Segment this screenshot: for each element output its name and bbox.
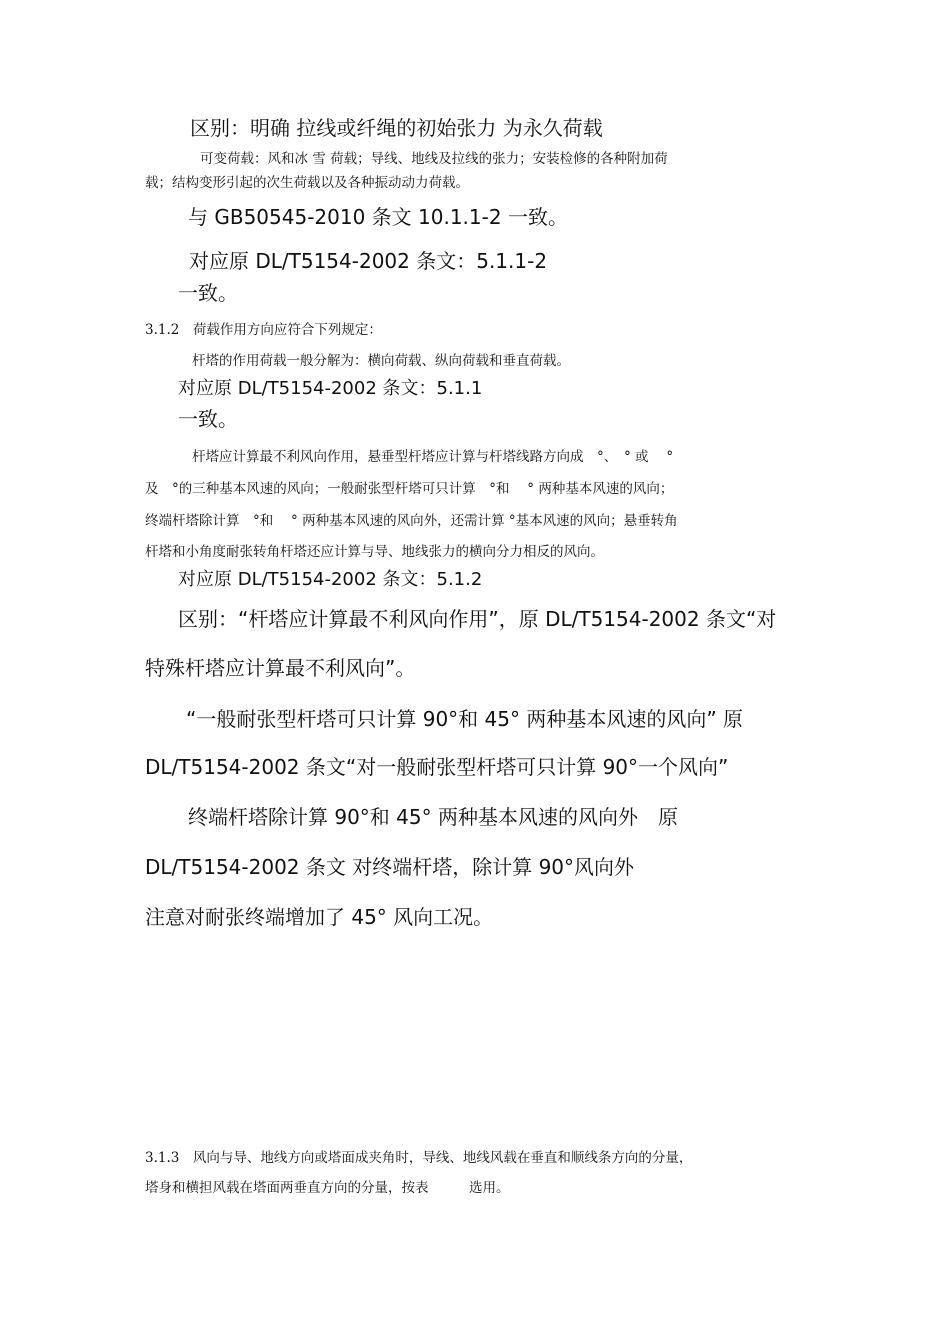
wind-direction-text-3: 终端杆塔除计算 °和 ° 两种基本风速的风向外，还需计算 °基本风速的风向；悬垂转角 [145, 513, 678, 529]
terminal-tower-comparison-cont: DL/T5154-2002 条文 对终端杆塔，除计算 90°风向外 [145, 855, 635, 879]
dl-corresponding-clause-1: 对应原 DL/T5154-2002 条文：5.1.1-2 [189, 249, 548, 273]
note-45-degree-case: 注意对耐张终端增加了 45° 风向工况。 [145, 905, 494, 929]
dl-corresponding-clause-2: 对应原 DL/T5154-2002 条文：5.1.1 [178, 378, 483, 399]
wind-direction-text-4: 杆塔和小角度耐张转角杆塔还应计算与导、地线张力的横向分力相反的风向。 [145, 544, 604, 560]
wind-direction-text-2: 及 °的三种基本风速的风向；一般耐张型杆塔可只计算 °和 ° 两种基本风速的风向； [145, 481, 674, 497]
distinction-permanent-load: 区别：明确 拉线或纤绳的初始张力 为永久荷载 [190, 116, 603, 140]
distinction-worst-wind-cont: 特殊杆塔应计算最不利风向”。 [145, 656, 416, 680]
section-3-1-3-text-cont: 塔身和横担风载在塔面两垂直方向的分量，按表 选用。 [145, 1180, 510, 1196]
wind-direction-text: 杆塔应计算最不利风向作用，悬垂型杆塔应计算与杆塔线路方向成 °、 ° 或 ° [192, 449, 674, 465]
variable-load-text: 可变荷载：风和冰 雪 荷载；导线、地线及拉线的张力；安装检修的各种附加荷 [200, 151, 668, 167]
section-3-1-3-text: 3.1.3 风向与导、地线方向或塔面成夹角时，导线、地线风载在垂直和顺线条方向的分量， [145, 1150, 693, 1166]
variable-load-text-cont: 载；结构变形引起的次生荷载以及各种振动动力荷载。 [145, 175, 469, 191]
load-decomposition-item [178, 355, 570, 369]
terminal-tower-comparison: 终端杆塔除计算 90°和 45° 两种基本风速的风向外 原 [188, 805, 678, 829]
consistent-note-1: 一致。 [178, 281, 238, 305]
wind-direction-item [178, 451, 673, 465]
section-3-1-2-heading: 3.1.2 荷载作用方向应符合下列规定： [145, 322, 382, 338]
tension-tower-comparison-cont: DL/T5154-2002 条文“对一般耐张型杆塔可只计算 90°一个风向” [145, 755, 729, 779]
consistent-note-2: 一致。 [178, 407, 238, 431]
load-decomposition-text: 杆塔的作用荷载一般分解为：横向荷载、纵向荷载和垂直荷载。 [192, 353, 570, 369]
dl-corresponding-clause-3: 对应原 DL/T5154-2002 条文：5.1.2 [178, 569, 483, 590]
tension-tower-comparison: “一般耐张型杆塔可只计算 90°和 45° 两种基本风速的风向” 原 [186, 707, 744, 731]
distinction-worst-wind: 区别：“杆塔应计算最不利风向作用”，原 DL/T5154-2002 条文“对 [178, 607, 777, 631]
gb-consistency-note: 与 GB50545-2010 条文 10.1.1-2 一致。 [188, 205, 568, 229]
variable-load-item [186, 153, 668, 167]
